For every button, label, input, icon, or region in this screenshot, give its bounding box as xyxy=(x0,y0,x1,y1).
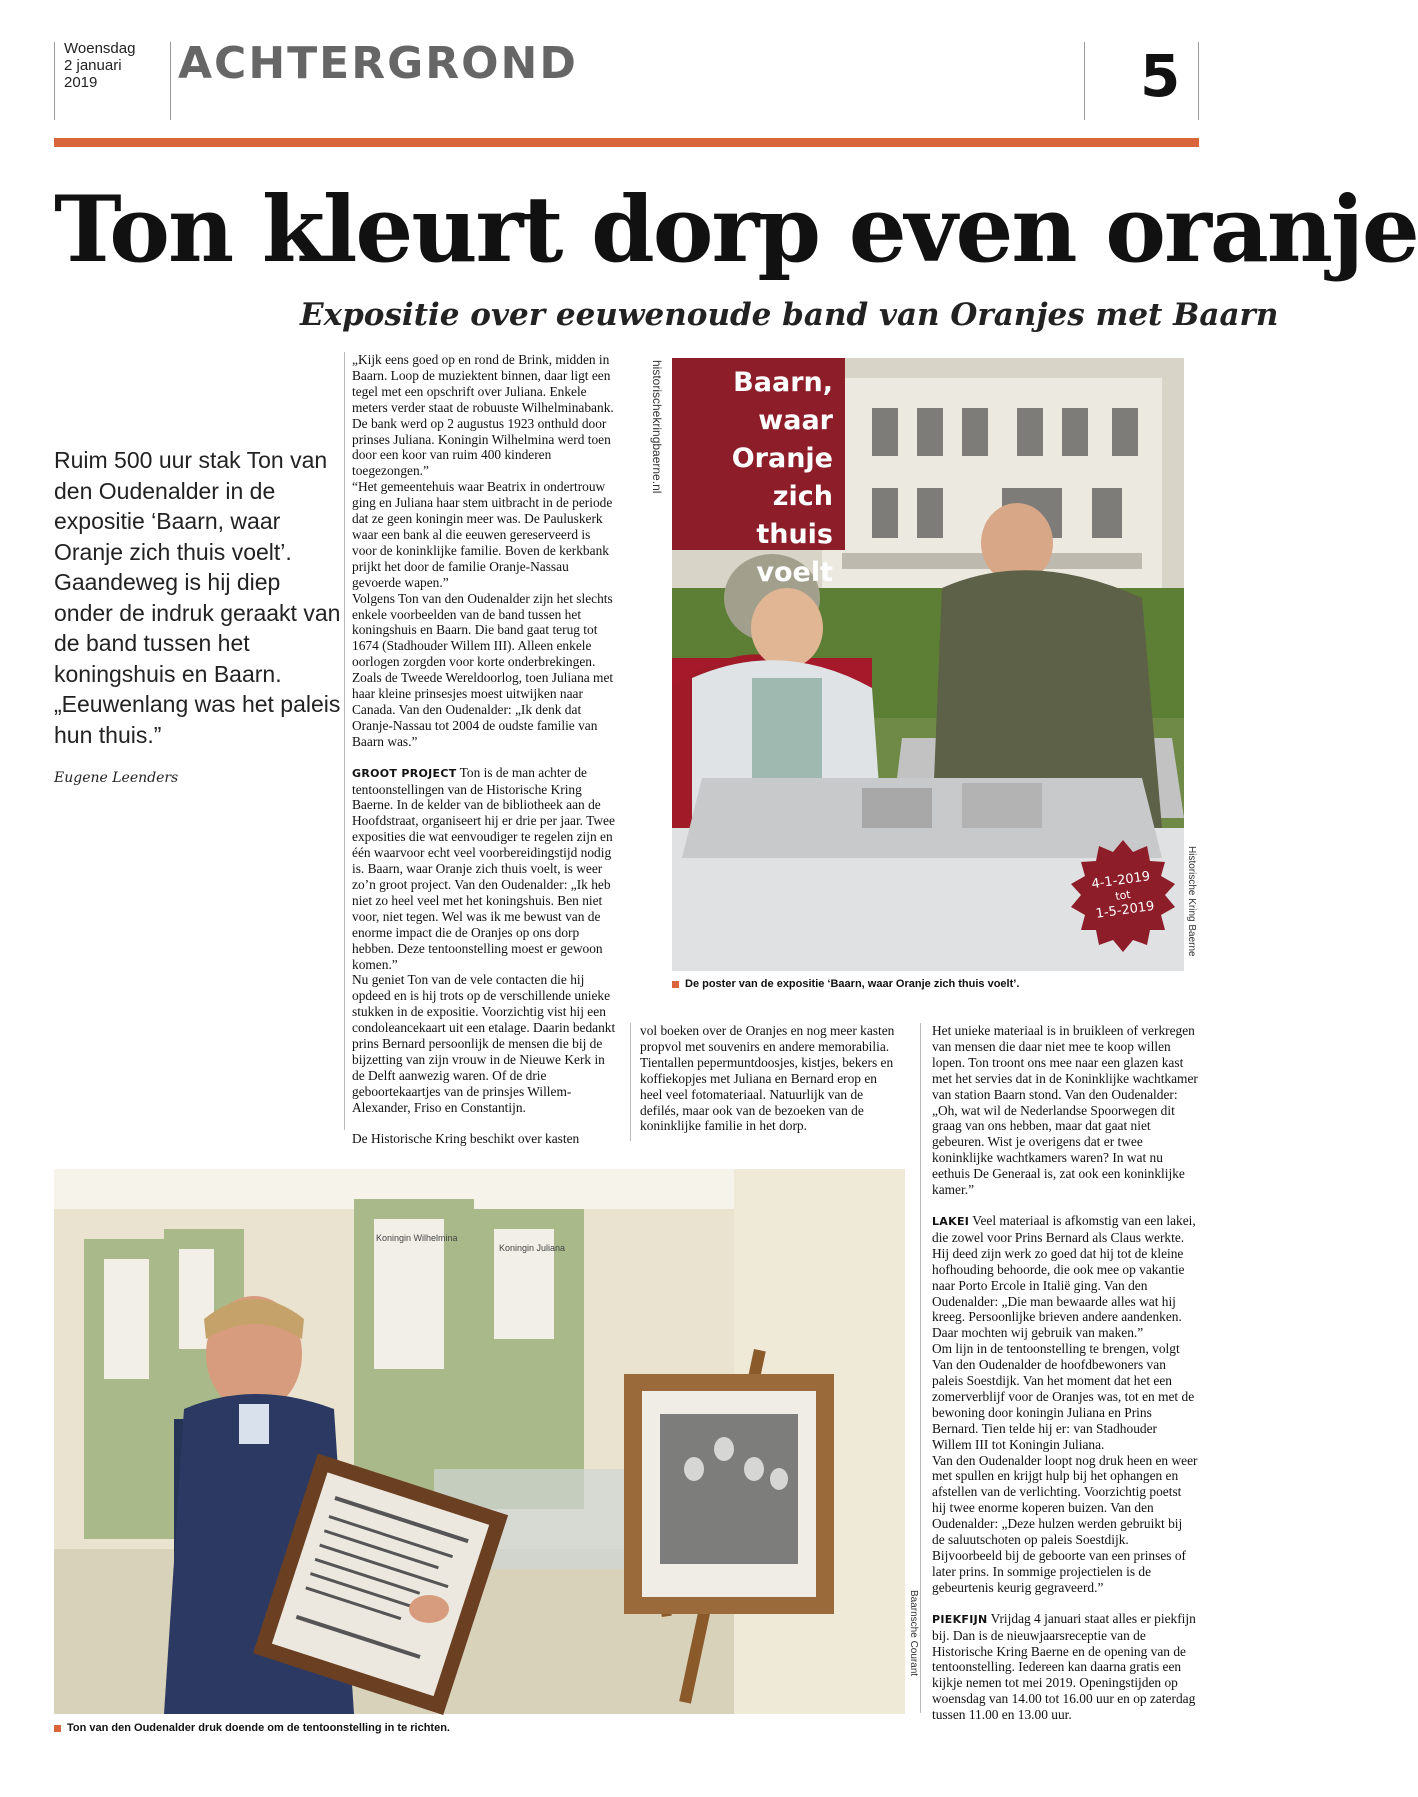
issue-day-month: 2 januari xyxy=(64,57,122,74)
panel-title-juliana: Koningin Juliana xyxy=(499,1243,566,1253)
article-paragraph xyxy=(352,1131,616,1147)
paragraph-text: Ton is de man achter de tentoonstellingen van de Historische Kring Baerne. In de kelder van de bibliotheek aan de Hoofdstraat, organiseert hij er drie per jaar. Twee exposities die wat eenvoudiger te regelen zijn en één waarvoor echt veel voorbereidingstijd nodig is. Baarn, waar Oranje zich thuis voelt, is weer zo’n groot project. Van den Oudenalder: „Ik heb niet zo heel veel met het koningshuis. Ben niet voor, niet tegen. Wel was ik me bewust van de enorme impact die de Oranjes op ons dorp hebben. Deze tentoonstelling moest er gewoon komen.” xyxy=(352,764,615,972)
poster-title-line: Baarn, xyxy=(733,367,833,398)
paragraph-text: Nu geniet Ton van de vele contacten die hij opdeed en is hij trots op de verschillende unieke stukken in de expositie. Voorzichtig vist hij een condoleancekaart uit een etalage. Daarin bedankt prins Bernard persoonlijk de mensen die bij de bijzetting van zijn vrouw in de Nieuwe Kerk in de Delft aanwezig waren. Of de drie geboortekaartjes van de prinsjes Willem-Alexander, Friso en Constantijn. xyxy=(352,972,616,1115)
column-rule xyxy=(630,1023,631,1141)
paragraph-kicker: LAKEI xyxy=(932,1214,970,1228)
photo-caption: Ton van den Oudenalder druk doende om de tentoonstelling in te richten. xyxy=(54,1722,450,1734)
exhibition-illustration xyxy=(54,1169,905,1714)
subheadline: Expositie over eeuwenoude band van Oranjes met Baarn xyxy=(300,297,1279,333)
byline: Eugene Leenders xyxy=(54,770,179,786)
paragraph-text: Van den Oudenalder loopt nog druk heen en weer met spullen en krijgt hulp bij het ophangen en afstellen van de verlichting. Voorzichtig poetst hij twee enorme koperen buizen. Van den Oudenalder: „Deze hulzen werden gebruikt bij de saluutschoten op paleis Soestdijk. Bijvoorbeeld bij de geboorte van een prinses of later prins. In sommige projectielen is de gebeurtenis keurig gegraveerd.” xyxy=(932,1452,1198,1595)
paragraph-kicker: PIEKFIJN xyxy=(932,1612,988,1626)
poster-caption: De poster van de expositie ‘Baarn, waar Oranje zich thuis voelt’. xyxy=(672,978,1019,990)
paragraph-text: Het unieke materiaal is in bruikleen of verkregen van mensen die daar niet mee te koop willen lopen. Ton troont ons mee naar een glazen kast met het servies dat in de Koninklijke wachtkamer van station Baarn stond. Van den Oudenalder: „Oh, wat wil de Nederlandse Spoorwegen dit graag van ons hebben, maar dat gaat niet gebeuren. Wist je overigens dat er twee koninklijke wachtkamers waren? In wat nu eethuis De Generaal is, zat ook een koninklijke kamer.” xyxy=(932,1023,1198,1198)
issue-date xyxy=(64,40,168,91)
poster-title-line: waar xyxy=(758,405,833,436)
paragraph-gap xyxy=(352,750,616,765)
column-rule xyxy=(344,352,345,1130)
poster-date-to-word: tot xyxy=(1114,887,1132,904)
header-rule-left xyxy=(54,42,55,120)
header-rule-page-right xyxy=(1198,42,1199,120)
issue-weekday: Woensdag xyxy=(64,40,136,57)
article-paragraph xyxy=(352,591,616,750)
article-paragraph xyxy=(352,352,616,479)
article-paragraph xyxy=(932,1213,1198,1341)
intro-text: Ruim 500 uur stak Ton van den Oudenalder in de expositie ‘Baarn, waar Oranje zich thuis voelt’. Gaandeweg is hij diep onder de indruk geraakt van de band tussen het koningshuis en Baarn. „Eeuwenlang was het paleis hun thuis.” xyxy=(54,447,341,748)
poster-date-to: 1-5-2019 xyxy=(1094,898,1156,922)
paragraph-text: Volgens Ton van den Oudenalder zijn het slechts enkele voorbeelden van de band tussen het koningshuis en Baarn. Die band gaat terug tot 1674 (Stadhouder Willem III). Alleen enkele oorlogen zorgden voor korte onderbrekingen. Zoals de Tweede Wereldoorlog, toen Juliana met haar kleine prinsesjes moest uitwijken naar Canada. Van den Oudenalder: „Ik denk dat Oranje-Nassau tot 2004 de oudste familie van Baarn was.” xyxy=(352,590,614,749)
page-number: 5 xyxy=(1140,42,1181,110)
photo-credit: Baarnsche Courant xyxy=(908,1590,919,1677)
caption-bullet xyxy=(54,1725,61,1732)
paragraph-gap xyxy=(932,1198,1198,1213)
poster-title-block xyxy=(672,358,845,588)
article-paragraph xyxy=(932,1023,1198,1198)
header-accent-bar xyxy=(54,138,1199,147)
article-paragraph xyxy=(352,972,616,1115)
article-paragraph xyxy=(932,1453,1198,1596)
paragraph-text: “Het gemeentehuis waar Beatrix in ondertrouw ging en Juliana haar stem uitbracht in de periode dat ze geen koningin meer was. De Pauluskerk waar een bank al die eeuwen gereserveerd is voor de koninklijke familie. Boven de kerkbank prijkt het door de familie Oranje-Nassau gevoerde wapen.” xyxy=(352,479,613,590)
paragraph-text: Om lijn in de tentoonstelling te brengen, volgt Van den Oudenalder de hoofdbewoners van paleis Soestdijk. Van het moment dat het een zomerverblijf voor de Oranjes was, tot en met de bewoning door koningin Juliana en Prins Bernard. Tien telde hij er: van Stadhouder Willem III tot Koningin Juliana. xyxy=(932,1341,1195,1452)
header-rule-middle xyxy=(170,42,171,120)
article-paragraph xyxy=(932,1341,1198,1452)
paragraph-text: De Historische Kring beschikt over kasten xyxy=(352,1130,580,1146)
paragraph-gap xyxy=(932,1596,1198,1611)
paragraph-text: Veel materiaal is afkomstig van een lakei, die zowel voor Prins Bernard als Claus werkte. Hij deed zijn werk zo goed dat hij tot de kleine hofhouding behoorde, die ook mee op vakantie naar Porto Ercole in Italië ging. Van den Oudenalder: „Die man bewaarde alles wat hij kreeg. Persoonlijke brieven andere aandenken. Daar mochten wij gebruik van maken.” xyxy=(932,1212,1196,1341)
poster-title-line: Oranje xyxy=(731,443,833,474)
paragraph-text: „Kijk eens goed op en rond de Brink, midden in Baarn. Loop de muziektent binnen, daar ligt een tegel met een opschrift over Juliana. Enkele meters verder staat de robuuste Wilhelminabank. De bank werd op 2 augustus 1923 onthuld door prinses Juliana. Koningin Wilhelmina werd toen door een koor van ruim 400 kinderen toegezongen.” xyxy=(352,352,614,479)
poster-title-line: zich xyxy=(772,481,833,512)
article-paragraph xyxy=(352,765,616,973)
caption-bullet xyxy=(672,981,679,988)
paragraph-text: vol boeken over de Oranjes en nog meer kasten propvol met souvenirs en andere memorabilia. Tientallen pepermuntdoosjes, kistjes, bekers en koffiekopjes met Juliana en Bernard erop en heel veel fotomateriaal. Natuurlijk van de defilés, maar ook van de bezoeken van de koninklijke familie in het dorp. xyxy=(640,1023,895,1134)
article-paragraph xyxy=(932,1611,1198,1723)
paragraph-kicker: GROOT PROJECT xyxy=(352,766,457,780)
article-paragraph xyxy=(352,479,616,590)
poster-title-line: thuis voelt xyxy=(756,519,833,588)
panel-title-wilhelmina: Koningin Wilhelmina xyxy=(376,1233,458,1243)
article-column-2 xyxy=(640,1023,898,1134)
poster-date-from: 4-1-2019 xyxy=(1090,869,1152,893)
article-column-1 xyxy=(352,352,616,1147)
article-paragraph xyxy=(640,1023,898,1134)
exhibition-photo xyxy=(54,1169,905,1714)
poster-photo-credit: Historische Kring Baerne xyxy=(1186,846,1197,957)
paragraph-gap xyxy=(352,1116,616,1131)
issue-year: 2019 xyxy=(64,74,98,91)
paragraph-text: Vrijdag 4 januari staat alles er piekfijn bij. Dan is de nieuwjaarsreceptie van de Historische Kring Baerne en de opening van de tentoonstelling. Iedereen kan daarna gratis een kijkje nemen tot mei 2019. Openingstijden op woensdag van 14.00 tot 16.00 uur en op zaterdag tussen 11.00 en 13.00 uur. xyxy=(932,1610,1196,1723)
headline: Ton kleurt dorp even oranje xyxy=(54,177,1418,283)
poster-url: historischekringbaerne.nl xyxy=(650,360,664,494)
article-column-3 xyxy=(932,1023,1198,1723)
section-title: ACHTERGROND xyxy=(178,38,578,89)
header-rule-page-left xyxy=(1084,42,1085,120)
